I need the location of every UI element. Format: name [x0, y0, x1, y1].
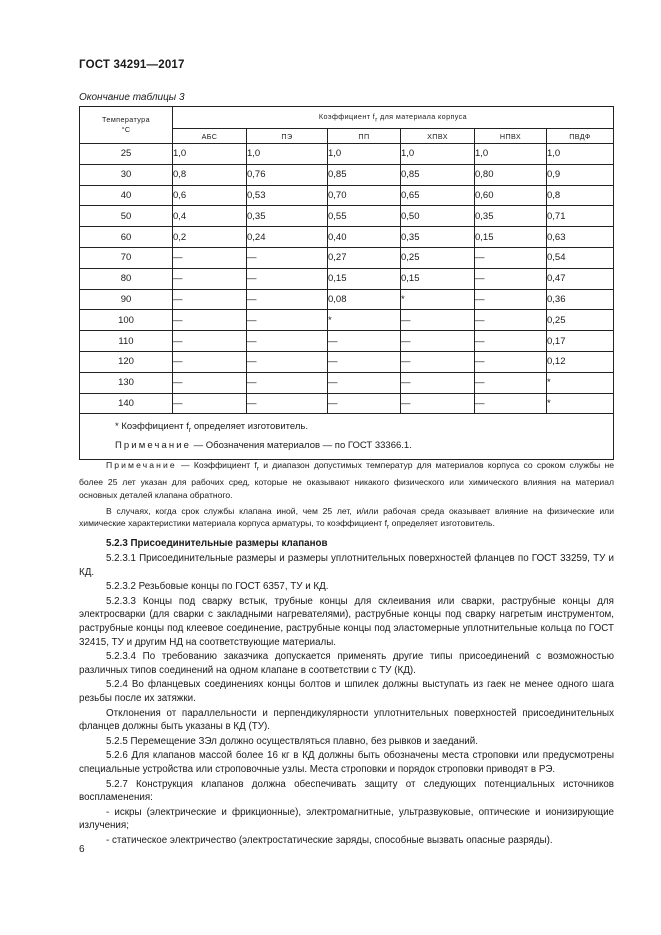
body-paragraph: - искры (электрические и фрикционные), электромагнитные, ультразвуковые, оптические и ионизирующие излучения; [79, 806, 614, 832]
coefficient-cell: 0,35 [247, 206, 328, 227]
note-label: Примечание [106, 460, 177, 470]
body-paragraph: 5.2.3.4 По требованию заказчика допускается применять другие типы присоединений с возможностью различных типов соединений на одном клапане в соответствии с ТУ (КД). [79, 651, 614, 676]
coefficient-cell: — [401, 310, 475, 331]
table-row [80, 331, 614, 352]
table-row [80, 227, 614, 248]
footnote-pre: * Коэффициент f [115, 421, 189, 433]
coefficient-cell: 0,35 [401, 227, 475, 248]
table-note-text: — Обозначения материалов — по ГОСТ 33366.1. [191, 440, 412, 452]
coefficient-cell: — [173, 331, 247, 352]
coefficient-cell: — [247, 393, 328, 414]
coefficient-cell: 0,15 [328, 268, 401, 289]
coefficient-cell: 0,2 [173, 227, 247, 248]
coefficient-cell: — [247, 310, 328, 331]
document-header: ГОСТ 34291—2017 [79, 59, 185, 71]
coefficient-cell: — [173, 268, 247, 289]
body-paragraph: 5.2.6 Для клапанов массой более 16 кг в КД должны быть обозначены места строповки или предусмотрены специальные устройства или строповочные узлы. Места строповки и порядок строповки приводят в РЭ. [79, 750, 614, 775]
note-sub: r [256, 465, 259, 473]
coefficient-cell: 0,70 [328, 185, 401, 206]
table-caption: Окончание таблицы 3 [79, 92, 185, 103]
material-header: ПП [328, 129, 401, 144]
coefficient-cell: 1,0 [328, 144, 401, 165]
coefficient-cell: — [328, 331, 401, 352]
coefficient-cell: * [401, 289, 475, 310]
coefficient-cell: 0,50 [401, 206, 475, 227]
page-number: 6 [79, 844, 85, 855]
coefficient-cell: — [247, 289, 328, 310]
coefficient-cell: — [328, 372, 401, 393]
table-row [80, 393, 614, 414]
body-paragraph: 5.2.7 Конструкция клапанов должна обеспечивать защиту от следующих потенциальных источников воспламенения: [79, 778, 614, 804]
coefficient-cell: — [247, 247, 328, 268]
coefficient-cell: — [475, 372, 547, 393]
coefficient-cell: 0,47 [547, 268, 614, 289]
coefficient-cell: — [401, 372, 475, 393]
table-row [80, 372, 614, 393]
coefficient-cell: 1,0 [173, 144, 247, 165]
coefficient-cell: 0,36 [547, 289, 614, 310]
body-paragraph: - статическое электричество (электростатические заряды, способные вызвать опасные разряды). [106, 834, 553, 846]
footnote-post: определяет изготовитель. [191, 421, 309, 433]
coefficient-cell: 0,27 [328, 247, 401, 268]
body-paragraph: 5.2.3.2 Резьбовые концы по ГОСТ 6357, ТУ и КД. [106, 581, 329, 593]
body-paragraph: 5.2.4 Во фланцевых соединениях концы болтов и шпилек должны выступать из гаек не менее одного шага резьбы после их затяжки. [79, 679, 614, 704]
coefficient-cell: — [475, 247, 547, 268]
table-notes [80, 414, 614, 460]
coefficient-cell: * [328, 310, 401, 331]
coefficient-cell: 1,0 [401, 144, 475, 165]
coefficient-cell: — [475, 393, 547, 414]
temperature-cell: 25 [80, 144, 173, 165]
material-header: ХПВХ [401, 129, 475, 144]
table-row [80, 268, 614, 289]
coefficient-cell: 0,8 [173, 164, 247, 185]
temperature-cell: 120 [80, 351, 173, 372]
coefficient-cell: 0,15 [401, 268, 475, 289]
coefficient-cell: 0,54 [547, 247, 614, 268]
coefficient-cell: — [475, 268, 547, 289]
temperature-cell: 40 [80, 185, 173, 206]
temperature-cell: 110 [80, 331, 173, 352]
temperature-column-header [80, 107, 173, 144]
temperature-cell: 80 [80, 268, 173, 289]
table-body [80, 144, 614, 414]
coefficient-cell: 0,53 [247, 185, 328, 206]
coefficient-cell: 0,15 [475, 227, 547, 248]
temperature-cell: 100 [80, 310, 173, 331]
coefficient-cell: — [247, 351, 328, 372]
body-paragraph: 5.2.3.3 Концы под сварку встык, трубные концы для склеивания или сварки, раструбные концы для электросварки (для сварки с закладными нагревателями), раструбные концы под сварку нагретым инструментом, раструбные концы под клеевое соединение, раструбные концы под эластомерные уплотнительные кольца по ГОСТ 32415, ТУ и другим НД на соответствующие материалы. [79, 595, 614, 648]
body-paragraph: 5.2.3.1 Присоединительные размеры и размеры уплотнительных поверхностей фланцев по ГОСТ 33259, ТУ и КД. [79, 553, 614, 578]
material-note [79, 459, 614, 501]
coefficient-cell: — [173, 351, 247, 372]
coefficient-cell: 0,63 [547, 227, 614, 248]
coefficient-cell: 0,25 [401, 247, 475, 268]
coefficient-cell: — [247, 268, 328, 289]
coefficient-cell: 0,4 [173, 206, 247, 227]
coefficient-cell: — [328, 393, 401, 414]
coefficient-cell: — [328, 351, 401, 372]
coefficient-cell: 0,35 [475, 206, 547, 227]
coefficient-cell: 0,55 [328, 206, 401, 227]
temperature-header-text: Температура °С [102, 115, 150, 134]
body-paragraph: 5.2.5 Перемещение ЗЭл должно осуществляться плавно, без рывков и заеданий. [106, 735, 478, 747]
coefficient-cell: — [401, 393, 475, 414]
coefficient-cell: 0,17 [547, 331, 614, 352]
table-note-label: Примечание [115, 440, 191, 452]
body-paragraph: Отклонения от параллельности и перпендикулярности уплотнительных поверхностей присоединительных фланцев должны быть указаны в КД (ТУ). [79, 707, 614, 733]
coefficient-cell: * [547, 372, 614, 393]
coefficient-cell: — [401, 331, 475, 352]
material-header: НПВХ [475, 129, 547, 144]
temperature-cell: 60 [80, 227, 173, 248]
table-row [80, 289, 614, 310]
coefficient-cell: — [475, 351, 547, 372]
table-row [80, 164, 614, 185]
table-note [115, 438, 613, 453]
footnote-sub: r [188, 427, 192, 435]
service-life-paragraph [79, 505, 614, 535]
coefficient-cell: 0,85 [401, 164, 475, 185]
material-header: АБС [173, 129, 247, 144]
table-row [80, 206, 614, 227]
coef-header-sub: r [375, 117, 378, 124]
table-row [80, 351, 614, 372]
coefficient-cell: * [547, 393, 614, 414]
temperature-cell: 130 [80, 372, 173, 393]
coefficient-cell: 0,12 [547, 351, 614, 372]
coefficient-cell: — [475, 289, 547, 310]
temperature-cell: 140 [80, 393, 173, 414]
table-row [80, 310, 614, 331]
coefficient-cell: 0,71 [547, 206, 614, 227]
coefficient-cell: 0,80 [475, 164, 547, 185]
temperature-cell: 50 [80, 206, 173, 227]
coefficient-cell: — [475, 331, 547, 352]
paragraph-list [79, 552, 614, 847]
coefficient-cell: 0,08 [328, 289, 401, 310]
temperature-cell: 70 [80, 247, 173, 268]
coefficient-cell: 0,85 [328, 164, 401, 185]
table-footnote [115, 419, 613, 438]
temperature-cell: 90 [80, 289, 173, 310]
table-row [80, 247, 614, 268]
coefficient-table [79, 106, 614, 460]
coefficient-cell: — [173, 393, 247, 414]
coefficient-cell: — [173, 372, 247, 393]
material-header: ПВДФ [547, 129, 614, 144]
coefficient-cell: 0,76 [247, 164, 328, 185]
coefficient-cell: — [173, 247, 247, 268]
coefficient-cell: 0,9 [547, 164, 614, 185]
coefficient-cell: — [173, 310, 247, 331]
coefficient-cell: 0,60 [475, 185, 547, 206]
coefficient-cell: 0,40 [328, 227, 401, 248]
coefficient-cell: 1,0 [547, 144, 614, 165]
coefficient-cell: 1,0 [247, 144, 328, 165]
coefficient-cell: 0,8 [547, 185, 614, 206]
para1-pre: В случаях, когда срок службы клапана иной, чем 25 лет, и/или рабочая среда оказывает влияние на физические или химические характеристики материала корпуса арматуры, то коэффициент f [79, 505, 614, 529]
para1-sub: r [387, 524, 390, 532]
material-header: ПЭ [247, 129, 328, 144]
coefficient-cell: 0,6 [173, 185, 247, 206]
coef-header-post: для материала корпуса [377, 111, 468, 121]
coefficient-cell: 0,24 [247, 227, 328, 248]
note-post: и диапазон допустимых температур для материалов корпуса со сроком службы не более 25 лет указан для рабочих сред, которые не оказывают никакого физического или химического влияния на материал основных деталей клапана обратного. [79, 460, 614, 500]
coefficient-column-header [173, 107, 614, 129]
coefficient-cell: 0,65 [401, 185, 475, 206]
note-pre: — Коэффициент f [176, 460, 257, 470]
coefficient-cell: — [401, 351, 475, 372]
coefficient-cell: 0,25 [547, 310, 614, 331]
section-heading: 5.2.3 Присоединительные размеры клапанов [106, 538, 328, 550]
table-row [80, 185, 614, 206]
coefficient-cell: 1,0 [475, 144, 547, 165]
table-row [80, 144, 614, 165]
body-text [79, 459, 614, 848]
coefficient-cell: — [173, 289, 247, 310]
temperature-cell: 30 [80, 164, 173, 185]
coefficient-cell: — [247, 331, 328, 352]
coefficient-cell: — [247, 372, 328, 393]
coefficient-cell: — [475, 310, 547, 331]
para1-post: определяет изготовитель. [389, 518, 495, 529]
coef-header-pre: Коэффициент f [318, 111, 376, 121]
